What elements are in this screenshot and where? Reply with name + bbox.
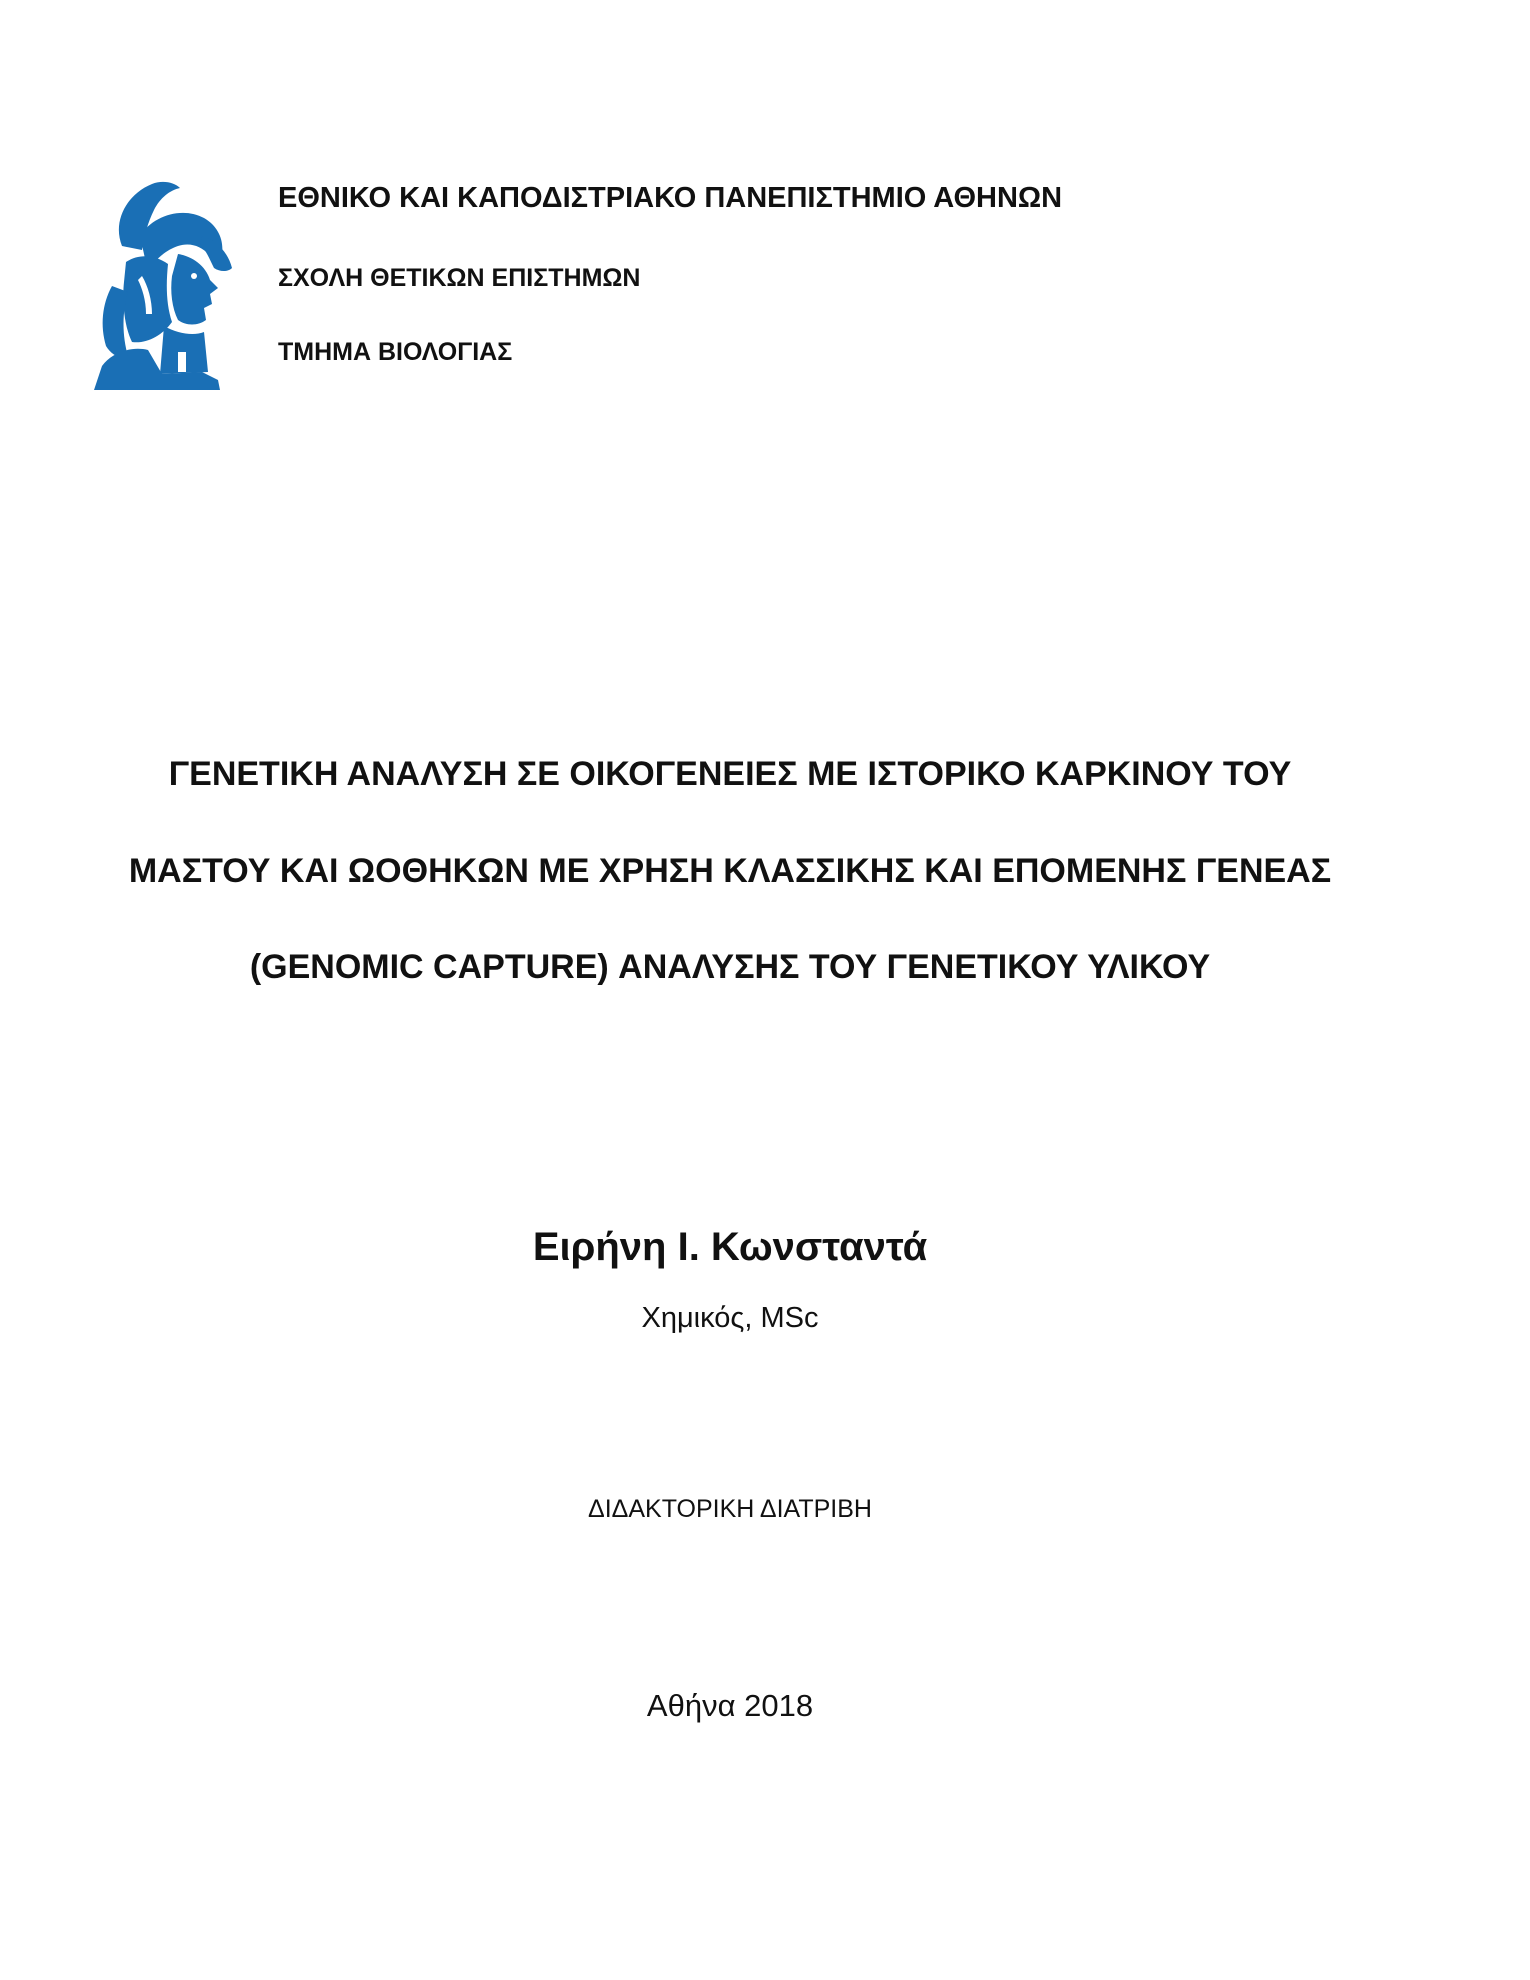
thesis-title-line-1: ΓΕΝΕΤΙΚΗ ΑΝΑΛΥΣΗ ΣΕ ΟΙΚΟΓΕΝΕΙΕΣ ΜΕ ΙΣΤΟΡΙΚΟ ΚΑΡΚΙΝΟΥ ΤΟΥ — [168, 755, 1292, 793]
document-type: ΔΙΔΑΚΤΟΡΙΚΗ ΔΙΑΤΡΙΒΗ — [588, 1495, 872, 1523]
thesis-title-line-2: ΜΑΣΤΟΥ ΚΑΙ ΩΟΘΗΚΩΝ ΜΕ ΧΡΗΣΗ ΚΛΑΣΣΙΚΗΣ ΚΑΙ ΕΠΟΜΕΝΗΣ ΓΕΝΕΑΣ — [128, 852, 1332, 890]
university-name: ΕΘΝΙΚΟ ΚΑΙ ΚΑΠΟΔΙΣΤΡΙΑΚΟ ΠΑΝΕΠΙΣΤΗΜΙΟ ΑΘΗΝΩΝ — [278, 182, 1063, 214]
author-degree: Χημικός, MSc — [641, 1302, 819, 1334]
place-and-year: Αθήνα 2018 — [646, 1688, 814, 1723]
school-name: ΣΧΟΛΗ ΘΕΤΙΚΩΝ ΕΠΙΣΤΗΜΩΝ — [278, 264, 641, 292]
thesis-title-line-3: (GENOMIC CAPTURE) ΑΝΑΛΥΣΗΣ ΤΟΥ ΓΕΝΕΤΙΚΟΥ ΥΛΙΚΟΥ — [249, 948, 1211, 986]
athena-head-logo-icon — [82, 176, 257, 396]
author-name: Ειρήνη Ι. Κωνσταντά — [532, 1225, 928, 1269]
department-name: ΤΜΗΜΑ ΒΙΟΛΟΓΙΑΣ — [278, 338, 513, 366]
